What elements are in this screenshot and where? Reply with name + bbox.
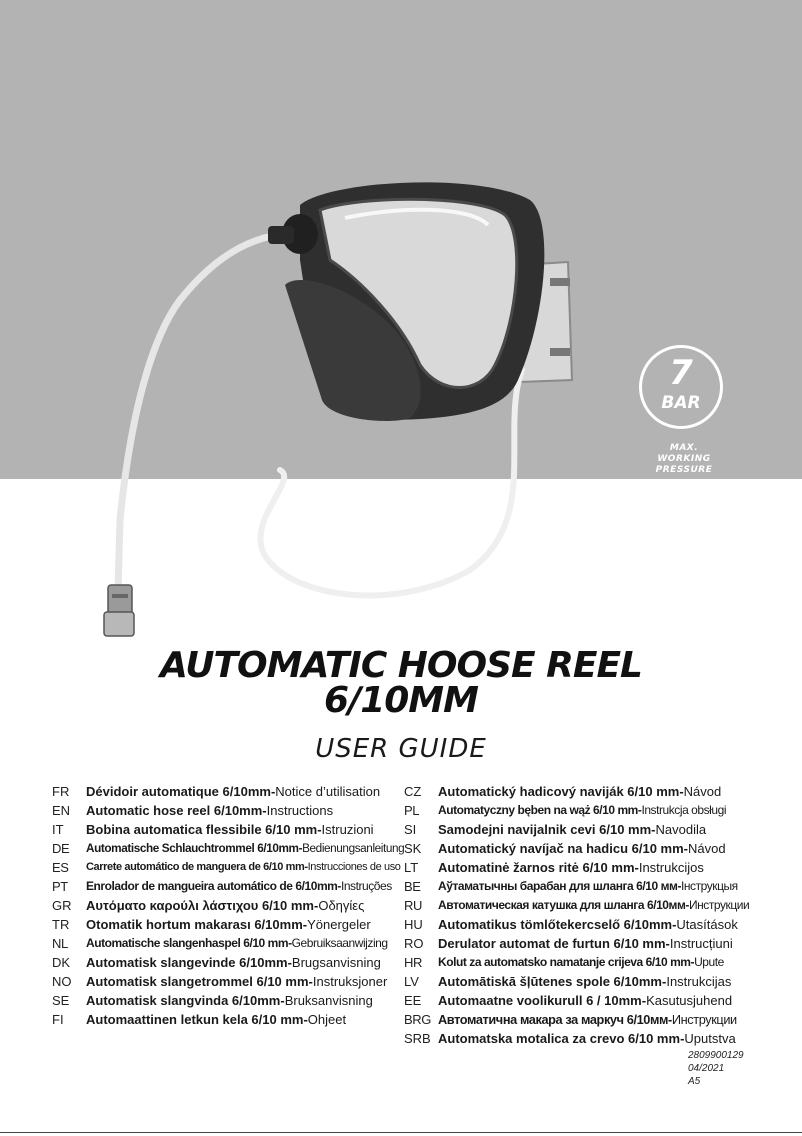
product-name: Automatinė žarnos ritė 6/10 mm	[438, 860, 635, 875]
language-entry	[404, 972, 754, 991]
badge-number: 7	[669, 353, 693, 393]
separator: -	[262, 803, 267, 818]
language-entry	[52, 991, 404, 1010]
language-entry	[52, 839, 404, 858]
product-name: Automatyczny bęben na wąż 6/10 mm	[438, 803, 638, 817]
language-code: SK	[404, 841, 422, 856]
language-code: IT	[52, 822, 64, 837]
document-type: Istruzioni	[321, 822, 374, 837]
language-entry	[52, 972, 404, 991]
separator: -	[634, 860, 639, 875]
user-guide-heading: USER GUIDE	[315, 734, 487, 764]
product-name: Автоматическая катушка для шланга 6/10мм	[438, 898, 686, 912]
document-type: Bedienungsanleitung	[302, 842, 405, 855]
product-name: Automatický navíjač na hadicu 6/10 mm	[438, 841, 684, 856]
language-entry	[404, 1010, 754, 1029]
document-type: Instrukcja obsługi	[641, 803, 727, 817]
document-type: Instructions	[266, 803, 334, 818]
pressure-caption-line: WORKING	[657, 454, 711, 464]
document-type: Instrucciones de uso	[307, 861, 401, 873]
pressure-caption-line: MAX.	[669, 443, 699, 453]
product-name: Automatische Schlauchtrommel 6/10mm	[86, 842, 299, 855]
pressure-caption	[640, 443, 728, 476]
product-name: Enrolador de mangueira automático de 6/10mm	[86, 879, 338, 893]
language-entry	[52, 877, 404, 896]
language-entry	[404, 877, 754, 896]
document-type: Инструкции	[688, 898, 750, 912]
language-code: BRG	[404, 1012, 431, 1027]
document-type: Instrukcijos	[638, 860, 704, 875]
language-code: ES	[52, 860, 69, 875]
separator: -	[270, 784, 276, 799]
product-name: Automaatne voolikurull 6 / 10mm	[438, 993, 642, 1008]
product-name: Carrete automático de manguera de 6/10 mm	[86, 861, 305, 873]
document-type: Yönergeler	[307, 917, 371, 932]
product-name: Automatische slangenhaspel 6/10 mm	[86, 936, 289, 950]
product-name: Kolut za automatsko namatanje crijeva 6/10 mm	[438, 955, 691, 969]
language-code: FR	[52, 784, 70, 799]
product-name: Аўтаматычны барабан для шланга 6/10 мм	[438, 879, 678, 893]
language-code: HR	[404, 955, 422, 970]
language-entry	[404, 915, 754, 934]
product-name: Αυτόματο καρούλι λάστιχου 6/10 mm	[86, 898, 314, 913]
separator: -	[337, 879, 341, 893]
document-type: Utasítások	[676, 917, 738, 932]
language-entry	[52, 820, 404, 839]
document-type: Upute	[694, 955, 724, 969]
language-code: SI	[404, 822, 417, 837]
language-code: EN	[52, 803, 71, 818]
separator: -	[288, 936, 292, 950]
separator: -	[317, 822, 322, 837]
separator: -	[672, 917, 677, 932]
document-type: Instrukcijas	[666, 974, 732, 989]
language-entry	[404, 991, 754, 1010]
separator: -	[637, 803, 642, 817]
language-entry	[52, 782, 404, 801]
product-name: Automatisk slangvinda 6/10mm	[86, 993, 281, 1008]
document-meta	[688, 1049, 744, 1088]
paper-format: A5	[688, 1076, 701, 1087]
separator: -	[651, 822, 656, 837]
pressure-badge	[639, 345, 723, 429]
separator: -	[313, 898, 319, 913]
language-entry	[404, 839, 754, 858]
language-code: NO	[52, 974, 72, 989]
document-type: Navodila	[655, 822, 707, 837]
product-title: AUTOMATIC HOOSE REEL	[159, 645, 642, 686]
language-code: HU	[404, 917, 423, 932]
edition-date: 04/2021	[688, 1063, 725, 1074]
document-type: Інструкцыя	[680, 879, 738, 893]
language-entry	[52, 1010, 404, 1029]
language-entry	[404, 896, 754, 915]
separator: -	[280, 993, 285, 1008]
product-name: Bobina automatica flessibile 6/10 mm	[86, 822, 318, 837]
separator: -	[304, 861, 308, 873]
document-type: Notice d’utilisation	[275, 784, 381, 799]
language-code: NL	[52, 936, 68, 951]
language-code: CZ	[404, 784, 422, 799]
document-type: Návod	[688, 841, 726, 856]
language-code: SRB	[404, 1031, 431, 1046]
reference-number: 2809900129	[688, 1050, 744, 1061]
language-entry	[404, 858, 754, 877]
document-type: Gebruiksaanwijzing	[291, 936, 388, 950]
document-type: Instruções	[340, 879, 392, 893]
language-code: TR	[52, 917, 70, 932]
language-list-right	[404, 782, 754, 1048]
language-code: FI	[52, 1012, 64, 1027]
badge-unit: BAR	[661, 393, 701, 413]
document-type: Brugsanvisning	[291, 955, 381, 970]
separator: -	[685, 898, 689, 912]
separator: -	[298, 842, 303, 855]
separator: -	[308, 974, 313, 989]
product-name: Samodejni navijalnik cevi 6/10 mm	[438, 822, 652, 837]
language-code: SE	[52, 993, 70, 1008]
separator: -	[661, 974, 667, 989]
separator: -	[679, 784, 684, 799]
language-code: DK	[52, 955, 71, 970]
language-code: PL	[404, 803, 420, 818]
separator: -	[303, 1012, 308, 1027]
product-name: Automatikus tömlőtekercselő 6/10mm	[438, 917, 673, 932]
product-name: Автоматична макара за маркуч 6/10мм	[438, 1012, 669, 1027]
language-entry	[404, 934, 754, 953]
product-name: Automatska motalica za crevo 6/10 mm	[438, 1031, 681, 1046]
language-entry	[52, 858, 404, 877]
product-name: Automatisk slangetrommel 6/10 mm	[86, 974, 309, 989]
document-type: Instrucțiuni	[669, 936, 733, 951]
product-name: Automatický hadicový naviják 6/10 mm	[438, 784, 680, 799]
language-code: RU	[404, 898, 422, 913]
language-entry	[52, 801, 404, 820]
language-list-left	[52, 782, 404, 1029]
product-name: Automātiskā šļūtenes spole 6/10mm	[438, 974, 662, 989]
language-entry	[52, 934, 404, 953]
language-code: PT	[52, 879, 68, 894]
bottom-divider	[0, 1132, 802, 1133]
document-type: Kasutusjuhend	[646, 993, 733, 1008]
pressure-caption-line: PRESSURE	[655, 465, 713, 475]
product-name: Derulator automat de furtun 6/10 mm	[438, 936, 666, 951]
product-name: Automaattinen letkun kela 6/10 mm	[86, 1012, 304, 1027]
document-type: Instruksjoner	[312, 974, 388, 989]
separator: -	[302, 917, 308, 932]
language-entry	[404, 820, 754, 839]
document-type: Návod	[683, 784, 722, 799]
document-type: Bruksanvisning	[284, 993, 373, 1008]
separator: -	[680, 1031, 685, 1046]
language-code: BE	[404, 879, 421, 894]
language-entry	[52, 953, 404, 972]
separator: -	[287, 955, 292, 970]
product-name: Automatic hose reel 6/10mm	[86, 803, 263, 818]
separator: -	[665, 936, 670, 951]
document-type: Οδηγίες	[318, 898, 365, 913]
product-name: Automatisk slangevinde 6/10mm	[86, 955, 288, 970]
product-name: Dévidoir automatique 6/10mm	[86, 784, 271, 799]
document-type: Инструкции	[671, 1012, 737, 1027]
separator: -	[683, 841, 688, 856]
product-size: 6/10MM	[324, 680, 478, 721]
language-code: GR	[52, 898, 72, 913]
language-entry	[404, 801, 754, 820]
language-entry	[52, 896, 404, 915]
language-entry	[52, 915, 404, 934]
document-type: Ohjeet	[307, 1012, 347, 1027]
language-code: RO	[404, 936, 424, 951]
separator: -	[668, 1012, 672, 1027]
language-entry	[404, 1029, 754, 1048]
product-name: Otomatik hortum makarası 6/10mm	[86, 917, 303, 932]
language-code: EE	[404, 993, 422, 1008]
language-code: LT	[404, 860, 419, 875]
language-entry	[404, 782, 754, 801]
language-code: DE	[52, 841, 70, 856]
language-entry	[404, 953, 754, 972]
separator: -	[677, 879, 681, 893]
language-code: LV	[404, 974, 419, 989]
separator: -	[641, 993, 647, 1008]
separator: -	[690, 955, 695, 969]
document-type: Uputstva	[684, 1031, 736, 1046]
